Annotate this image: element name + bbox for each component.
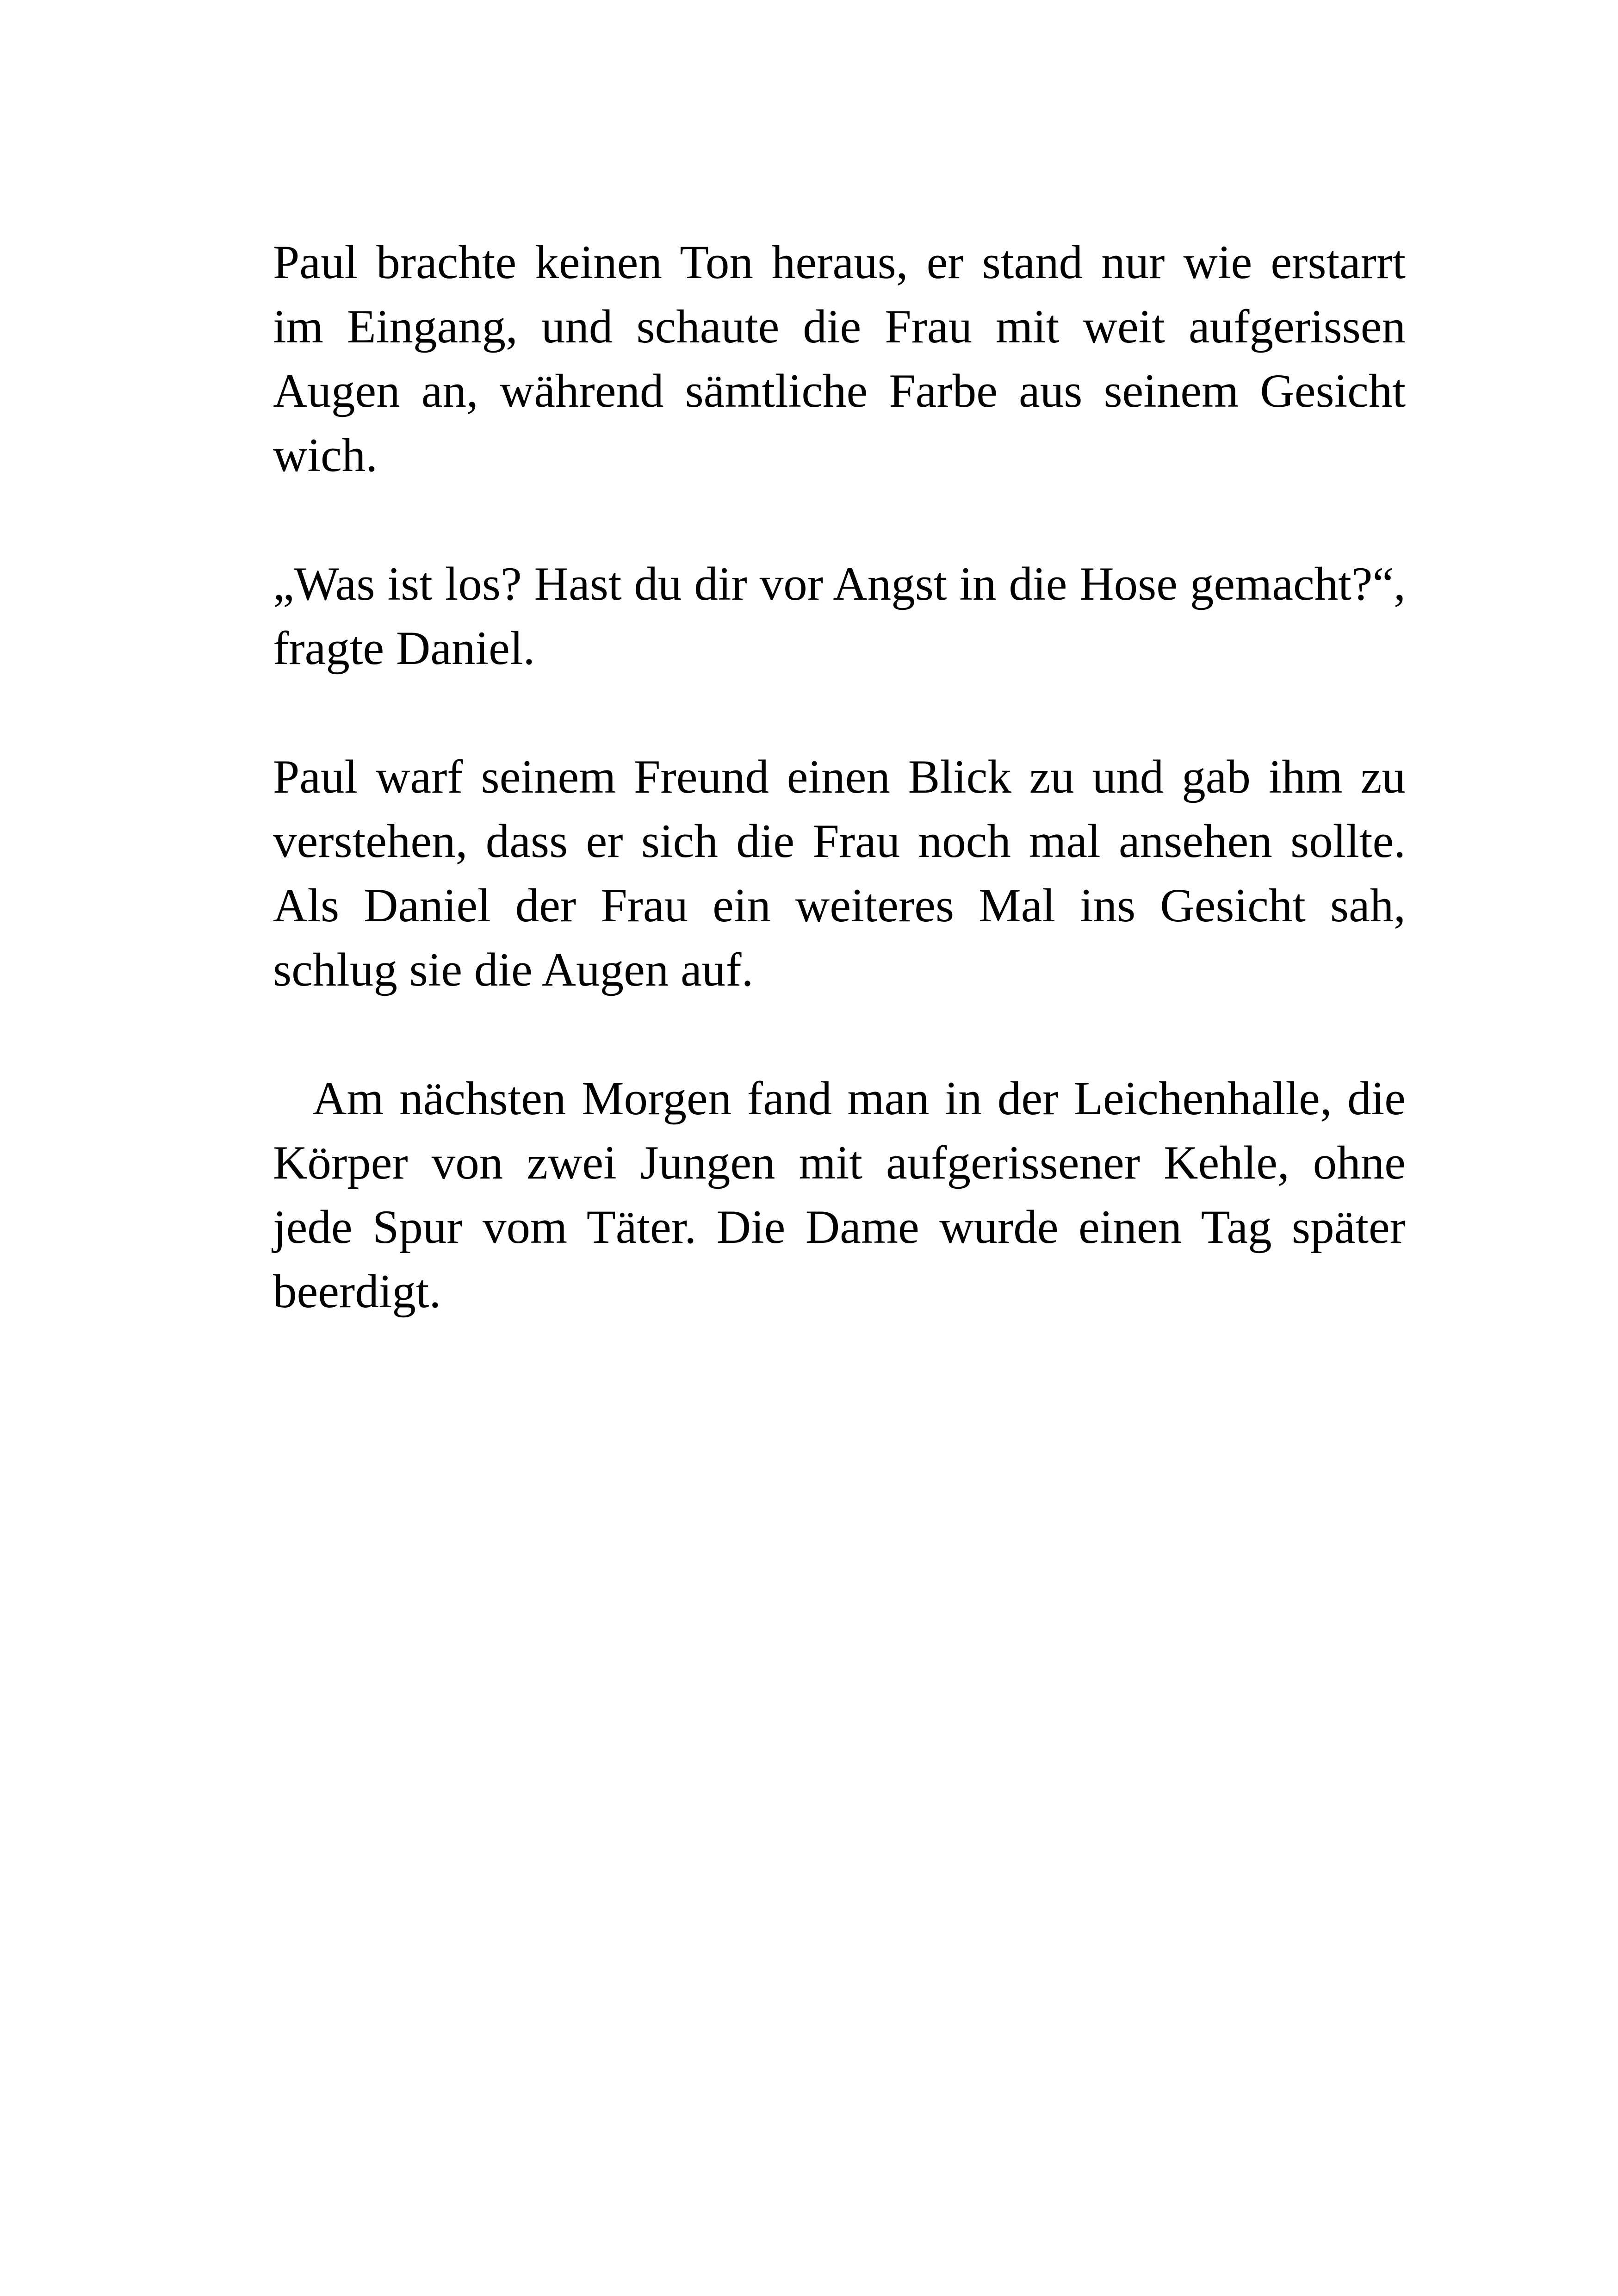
paragraph: „Was ist los? Hast du dir vor Angst in die Hose gemacht?“, fragte Daniel. xyxy=(273,558,1406,675)
text-block xyxy=(273,230,1406,1388)
paragraph: Paul warf seinem Freund einen Blick zu und gab ihm zu verstehen, dass er sich die Frau noch mal ansehen sollte. Als Daniel der Frau ein weiteres Mal ins Gesicht sah, schlug sie die Augen auf. xyxy=(273,751,1406,996)
paragraph: Paul brachte keinen Ton heraus, er stand nur wie erstarrt im Eingang, und schaute die Frau mit weit aufgerissen Augen an, während sämtliche Farbe aus seinem Gesicht wich. xyxy=(273,236,1406,482)
paragraph: Am nächsten Morgen fand man in der Leichenhalle, die Körper von zwei Jungen mit aufgerissener Kehle, ohne jede Spur vom Täter. Die Dame wurde einen Tag später beerdigt. xyxy=(273,1072,1406,1318)
